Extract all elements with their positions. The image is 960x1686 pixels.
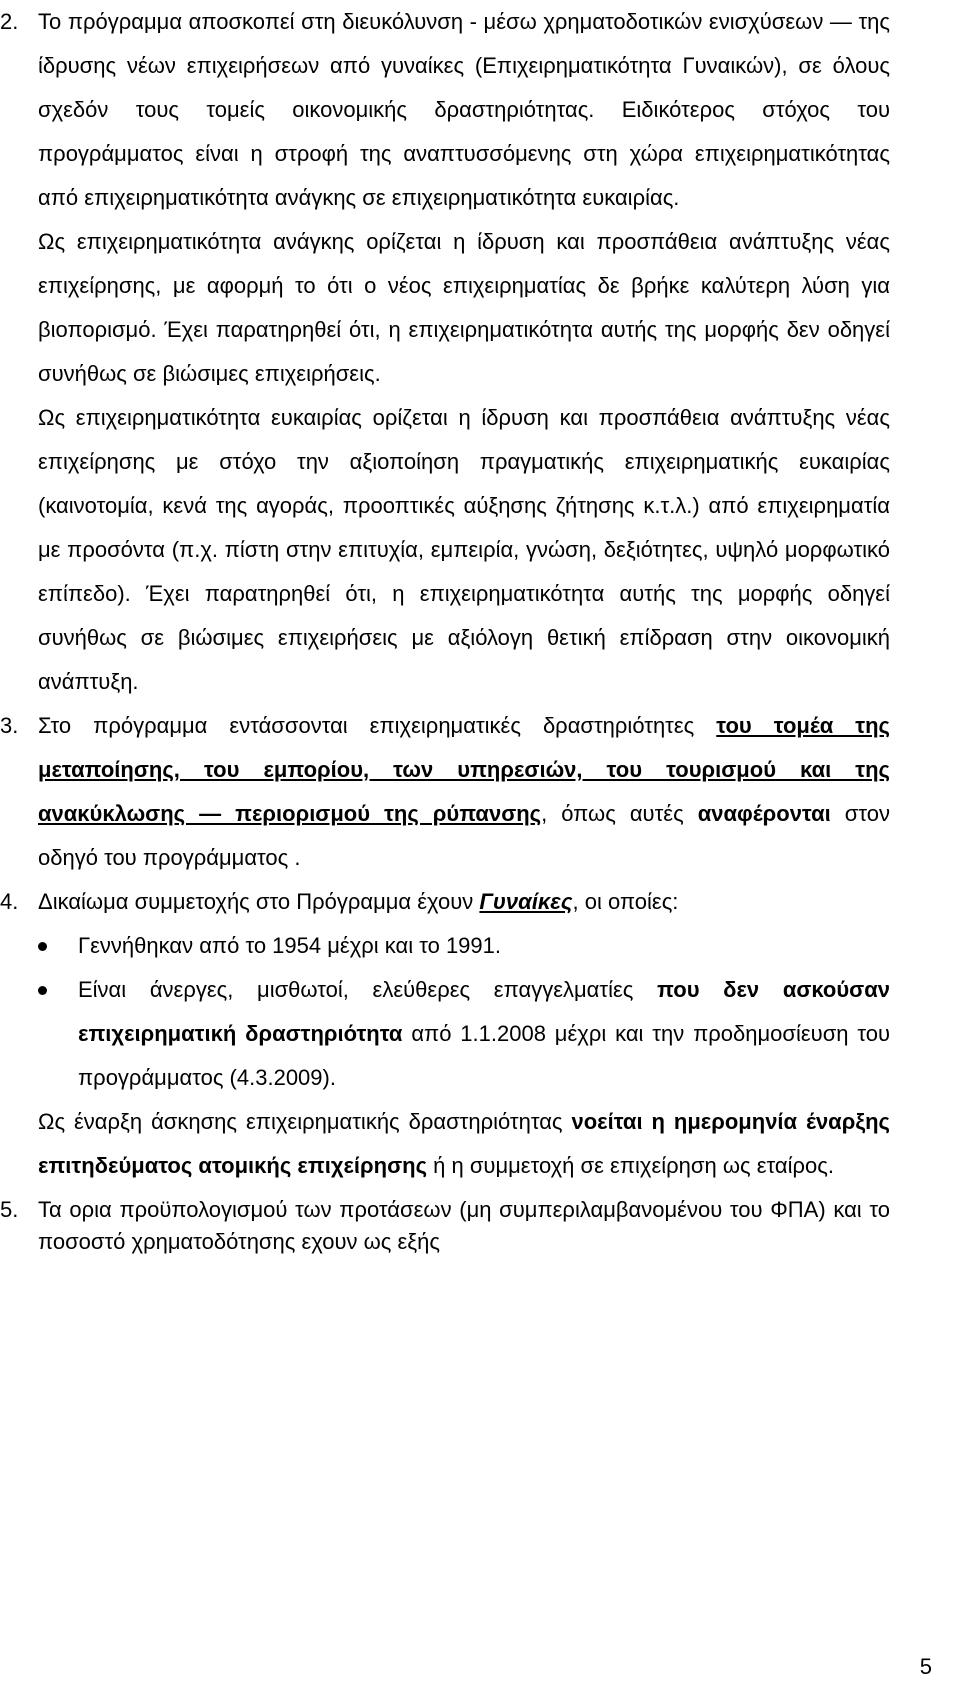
text-run: , όπως αυτές — [541, 801, 698, 826]
paragraph-eligible-sectors — [38, 704, 890, 880]
bullet-text: Γεννήθηκαν από το 1954 μέχρι και το 1991. — [78, 933, 501, 958]
sectors-emphasis: του τομέα της μεταποίησης, του εμπορίου, των υπηρεσιών, του τουρισμού και της ανακύκλωσης — περιορισμού της ρύπανσης — [38, 713, 890, 826]
page-number: 5 — [919, 1654, 932, 1679]
text-run: Δικαίωμα συμμετοχής στο Πρόγραμμα έχουν — [38, 889, 480, 914]
bullet-birth-years — [38, 924, 890, 968]
no-business-emphasis: που δεν ασκούσαν επιχειρηματική δραστηριότητα — [78, 977, 890, 1046]
bullet-text: Είναι άνεργες, μισθωτοί, ελεύθερες επαγγελματίες — [78, 977, 658, 1002]
paragraph-start-definition — [38, 1100, 890, 1188]
bullet-text: από 1.1.2008 μέχρι και την προδημοσίευση του προγράμματος (4.3.2009). — [78, 1021, 891, 1090]
text-run: ή η συμμετοχή σε επιχείρηση ως εταίρος. — [427, 1153, 834, 1178]
list-item-4 — [0, 880, 891, 1188]
paragraph-eligibility — [38, 880, 890, 924]
start-date-emphasis: νοείται η ημερομηνία έναρξης επιτηδεύματος ατομικής επιχείρησης — [38, 1109, 890, 1178]
list-item-2 — [0, 0, 890, 704]
list-item-5 — [0, 1194, 890, 1258]
item-number: 4. — [0, 889, 19, 914]
list-item-3 — [0, 704, 890, 880]
text-run: στον οδηγό του προγράμματος . — [38, 801, 890, 870]
item-number: 2. — [0, 9, 19, 34]
item-number: 5. — [0, 1197, 19, 1222]
mentioned-emphasis: αναφέρονται — [697, 801, 831, 826]
item-number: 3. — [0, 713, 19, 738]
paragraph-necessity-entrepreneurship: Ως επιχειρηματικότητα ανάγκης ορίζεται η ίδρυση και προσπάθεια ανάπτυξης νέας επιχείρησης, με αφορμή το ότι ο νέος επιχειρηματίας δε βρήκε καλύτερη λύση για βιοπορισμό. Έχει παρατηρηθεί ότι, η επιχειρηματικότητα αυτής της μορφής δεν οδηγεί συνήθως σε βιώσιμες επιχειρήσεις. — [38, 229, 890, 386]
text-run: Ως έναρξη άσκησης επιχειρηματικής δραστηριότητας — [38, 1109, 572, 1134]
bullet-icon — [38, 986, 47, 995]
bullet-icon — [38, 942, 47, 951]
text-run: Στο πρόγραμμα εντάσσονται επιχειρηματικές δραστηριότητες — [38, 713, 717, 738]
paragraph-opportunity-entrepreneurship: Ως επιχειρηματικότητα ευκαιρίας ορίζεται η ίδρυση και προσπάθεια ανάπτυξης νέας επιχείρησης με στόχο την αξιοποίηση πραγματικής επιχειρηματικής ευκαιρίας (καινοτομία, κενά της αγοράς, προοπτικές αύξησης ζήτησης κ.τ.λ.) από επιχειρηματία με προσόντα (π.χ. πίστη στην επιτυχία, εμπειρία, γνώση, δεξιότητες, υψηλό μορφωτικό επίπεδο). Έχει παρατηρηθεί ότι, η επιχειρηματικότητα αυτής της μορφής οδηγεί συνήθως σε βιώσιμες επιχειρήσεις με αξιόλογη θετική επίδραση στην οικονομική ανάπτυξη. — [38, 405, 890, 694]
paragraph-budget-limits: Τα ορια προϋπολογισμού των προτάσεων (μη συμπεριλαμβανομένου του ΦΠΑ) και το ποσοστό χρηματοδότησης εχουν ως εξής — [38, 1197, 890, 1254]
eligibility-bullets — [38, 924, 890, 1100]
women-emphasis: Γυναίκες — [479, 889, 573, 914]
paragraph-program-goal: Το πρόγραμμα αποσκοπεί στη διευκόλυνση - μέσω χρηματοδοτικών ενισχύσεων — της ίδρυσης νέων επιχειρήσεων από γυναίκες (Επιχειρηματικότητα Γυναικών), σε όλους σχεδόν τους τομείς οικονομικής δραστηριότητας. Ειδικότερος στόχος του προγράμματος είναι η στροφή της αναπτυσσόμενης στη χώρα επιχειρηματικότητας από επιχειρηματικότητα ανάγκης σε επιχειρηματικότητα ευκαιρίας. — [38, 9, 890, 210]
bullet-employment-status — [38, 968, 890, 1100]
text-run: , οι οποίες: — [572, 889, 679, 914]
